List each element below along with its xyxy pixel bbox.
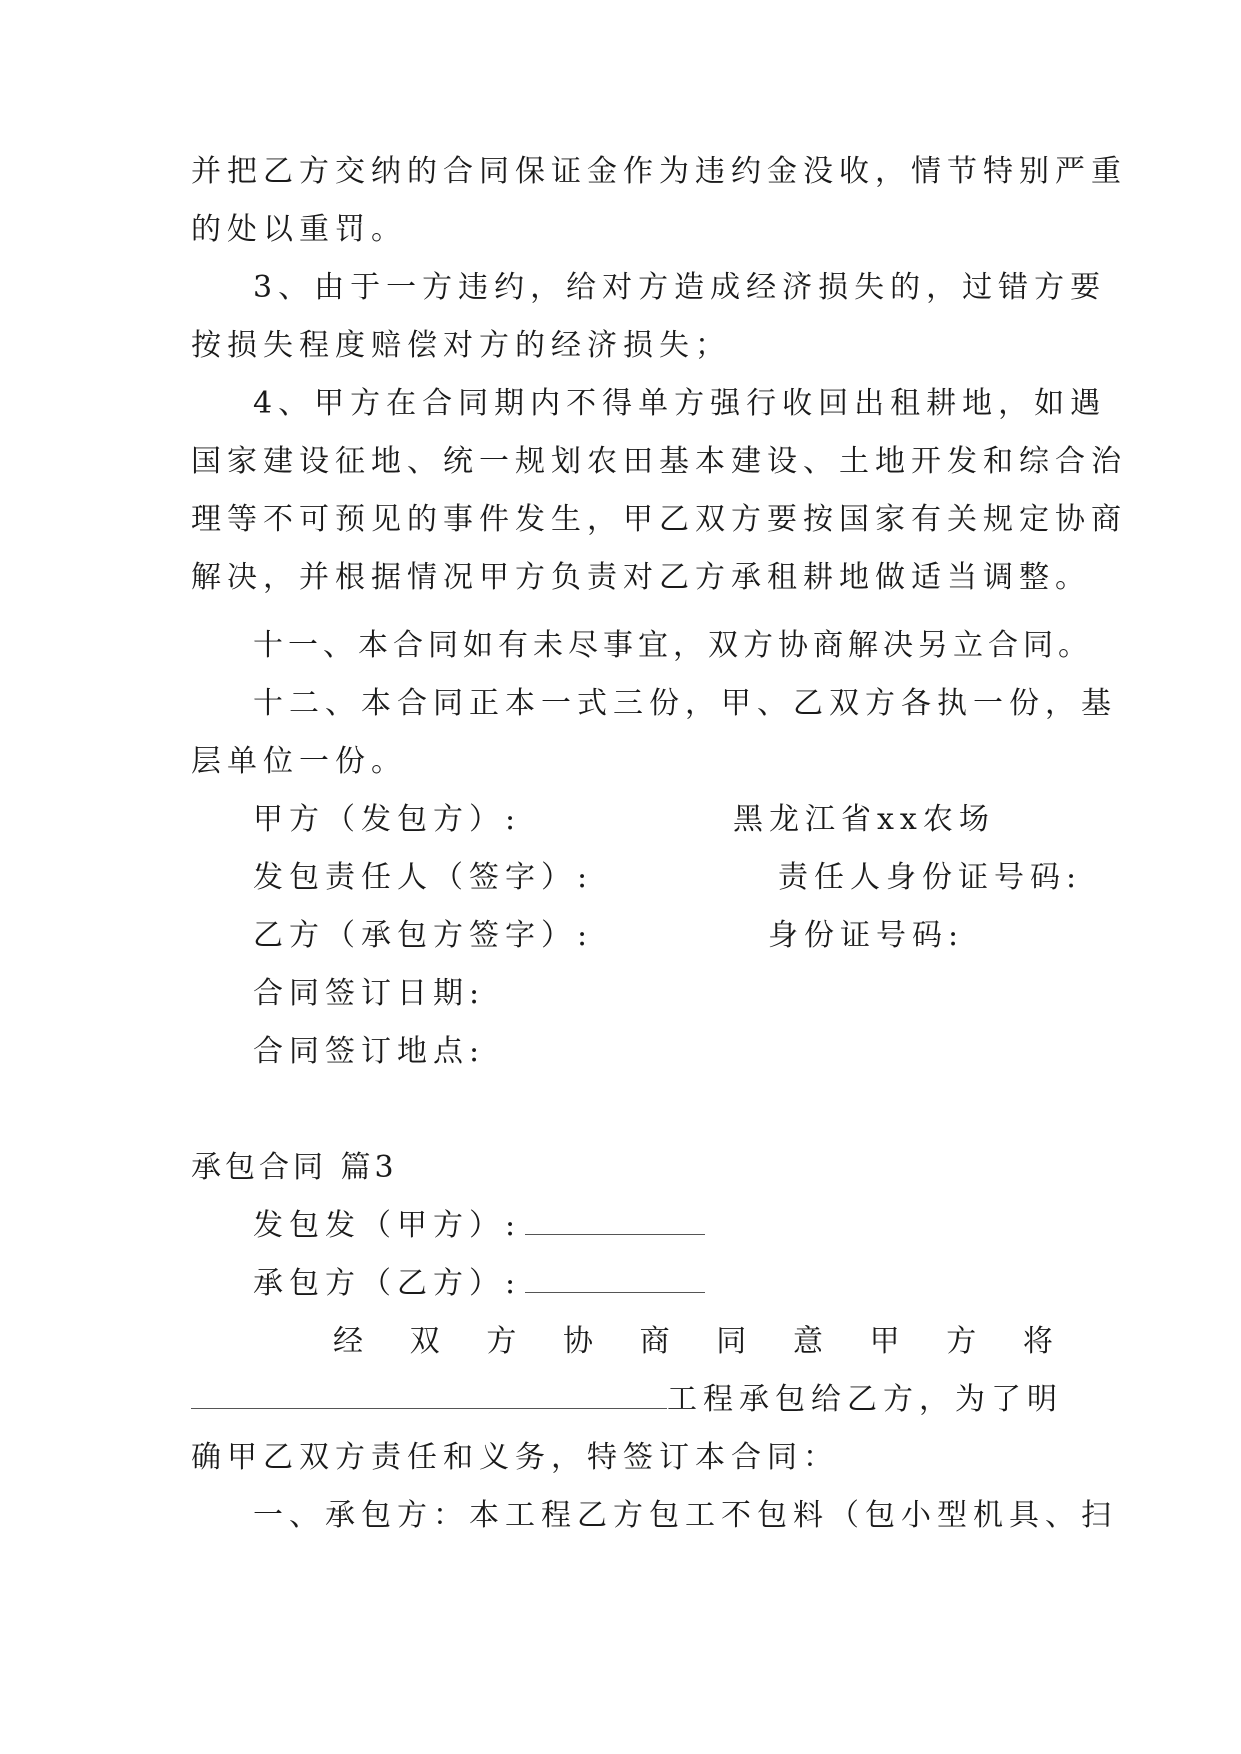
section3-party-a <box>253 1206 1113 1246</box>
paragraph-line: 4、甲方在合同期内不得单方强行收回出租耕地，如遇 <box>253 386 1107 421</box>
spread-char: 甲 <box>869 1324 900 1359</box>
spread-line <box>333 1322 1053 1362</box>
sign-date-label: 合同签订日期: <box>253 976 486 1011</box>
paragraph-line: 并把乙方交纳的合同保证金作为违约金没收，情节特别严重 <box>191 154 1127 189</box>
paragraph-line: 层单位一份。 <box>191 744 407 779</box>
sign-place-label: 合同签订地点: <box>253 1034 486 1069</box>
spread-char: 同 <box>716 1324 747 1359</box>
paragraph-line: 国家建设征地、统一规划农田基本建设、土地开发和综合治 <box>191 444 1127 479</box>
party-a-label: 甲方（发包方）: <box>253 802 522 837</box>
clause-one: 一、承包方：本工程乙方包工不包料（包小型机具、扫 <box>253 1498 1117 1533</box>
spread-char: 方 <box>486 1324 517 1359</box>
section3-party-a-label: 发包发（甲方）: <box>253 1208 522 1243</box>
paragraph-line: 十一、本合同如有未尽事宜，双方协商解决另立合同。 <box>253 628 1093 663</box>
section3-party-b <box>253 1264 1113 1304</box>
paragraph-line: 的处以重罚。 <box>191 212 407 247</box>
paragraph-line: 3、由于一方违约，给对方造成经济损失的，过错方要 <box>253 270 1107 305</box>
spread-char: 将 <box>1022 1324 1053 1359</box>
spread-char: 经 <box>333 1324 363 1359</box>
paragraph-line: 十二、本合同正本一式三份，甲、乙双方各执一份，基 <box>253 686 1117 721</box>
section3-party-b-label: 承包方（乙方）: <box>253 1266 522 1301</box>
spread-char: 双 <box>409 1324 440 1359</box>
spread-char: 意 <box>792 1324 823 1359</box>
contractor-rep-id-label: 责任人身份证号码: <box>778 860 1083 895</box>
party-b-blank <box>525 1268 705 1293</box>
spread-char: 方 <box>946 1324 977 1359</box>
project-blank <box>191 1384 667 1409</box>
contractor-rep-label: 发包责任人（签字）: <box>253 860 594 895</box>
paragraph-line: 解决，并根据情况甲方负责对乙方承租耕地做适当调整。 <box>191 560 1091 595</box>
spread-char: 协 <box>562 1324 593 1359</box>
party-b-label: 乙方（承包方签字）: <box>253 918 594 953</box>
party-a-blank <box>525 1210 705 1235</box>
section-title: 承包合同 篇3 <box>191 1150 398 1185</box>
project-line-suffix: 工程承包给乙方，为了明 <box>667 1382 1063 1417</box>
party-a-value: 黑龙江省xx农场 <box>733 802 995 837</box>
purpose-line: 确甲乙双方责任和义务，特签订本合同： <box>191 1440 839 1475</box>
spread-char: 商 <box>639 1324 670 1359</box>
project-line <box>191 1380 1063 1420</box>
paragraph-line: 理等不可预见的事件发生，甲乙双方要按国家有关规定协商 <box>191 502 1127 537</box>
party-b-id-label: 身份证号码: <box>768 918 965 953</box>
paragraph-line: 按损失程度赔偿对方的经济损失； <box>191 328 731 363</box>
